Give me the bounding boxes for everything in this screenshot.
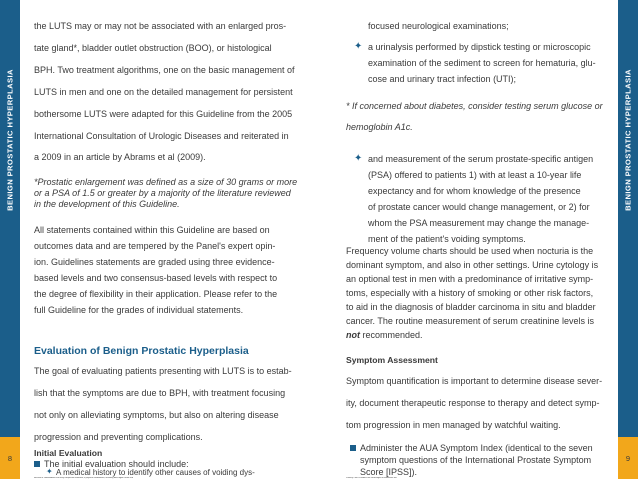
diamond-bullet-icon: ✦ <box>46 467 53 476</box>
text-line: toms, especially with a history of smoking or other risk factors, <box>346 288 594 298</box>
left-spine-bar <box>0 0 20 479</box>
emphasis-not: not <box>346 330 360 340</box>
text-line: and measurement of the serum prostate-specific antigen <box>368 154 594 164</box>
text-line: examination of the sediment to screen for hematuria, glu- <box>368 58 596 68</box>
diamond-bullet-icon: ✦ <box>354 153 363 164</box>
text-line: Symptom quantification is important to determine disease sever- <box>346 376 603 386</box>
left-page-number: 8 <box>7 454 13 463</box>
square-bullet-icon <box>34 459 40 470</box>
text-line: bothersome LUTS were adapted for this Guideline from the 2005 <box>34 109 293 119</box>
text-line: A medical history to identify other causes of voiding dys- <box>56 468 255 477</box>
text-line: ity, document therapeutic response to therapy and detect symp- <box>346 398 600 408</box>
text-line: the LUTS may or may not be associated with an enlarged pros- <box>34 21 287 31</box>
left-page-tab <box>0 437 20 479</box>
text-line: dominant symptom, and also in other settings. Urine cytology is <box>346 260 599 270</box>
text-line: *Prostatic enlargement was defined as a size of 30 grams or more <box>34 177 298 187</box>
text-line: based levels and two consensus-based levels with respect to <box>34 273 278 283</box>
text-line: not only on alleviating symptoms, but also on altering disease <box>34 410 279 420</box>
text-line: International Consultation of Urologic Diseases and reiterated in <box>34 131 289 141</box>
text-line: ment of the patient's voiding symptoms. <box>368 234 526 244</box>
right-page-tab <box>618 437 638 479</box>
subheading-initial-evaluation: Initial Evaluation <box>34 448 103 458</box>
text-line: The goal of evaluating patients presenting with LUTS is to estab- <box>34 366 292 376</box>
diamond-bullet-icon: ✦ <box>354 41 363 52</box>
text-line: a physical examination, including both digital rectal and <box>84 477 133 479</box>
text-fragment: recommended. <box>360 330 423 340</box>
text-line: BPH. Two treatment algorithms, one on the basic management of <box>34 65 295 75</box>
text-line: to aid in the diagnosis of bladder carcinoma in situ and bladder <box>346 302 596 312</box>
text-line: the degree of flexibility in their application. Please refer to the <box>34 289 278 299</box>
text-line <box>346 330 423 341</box>
text-line: function or comorbidities that may complicate treatment; <box>34 477 84 479</box>
text-line: LUTS in men and one on the detailed management for persistent <box>34 87 293 97</box>
text-line: tom progression in men managed by watchful waiting. <box>346 420 561 430</box>
left-spine-label-wrap <box>0 0 20 479</box>
text-line: a urinalysis performed by dipstick testing or microscopic <box>368 42 591 52</box>
right-spine-label-wrap <box>618 0 638 479</box>
text-line: focused neurological examinations; <box>368 21 509 31</box>
right-spine-label: BENIGN PROSTATIC HYPERPLASIA <box>623 69 633 211</box>
text-line: hemoglobin A1c. <box>346 122 413 132</box>
square-bullet-icon <box>350 443 356 454</box>
text-line: tate gland*, bladder outlet obstruction (BOO), or histological <box>34 43 272 53</box>
text-line: an optional test in men with a predominance of irritative symp- <box>346 274 594 284</box>
text-line: Score [IPSS]). <box>360 467 418 477</box>
text-line: a 2009 in an article by Abrams et al (2009). <box>34 152 206 162</box>
left-spine-label: BENIGN PROSTATIC HYPERPLASIA <box>5 69 15 211</box>
text-line: full Guideline for the grades of individual statements. <box>34 305 244 315</box>
text-line: cose and urinary tract infection (UTI); <box>368 74 517 84</box>
section-heading: Evaluation of Benign Prostatic Hyperplasia <box>34 345 249 357</box>
text-line: All statements contained within this Guideline are based on <box>34 225 270 235</box>
text-line: outcomes data and are tempered by the Panel's expert opin- <box>34 241 276 251</box>
right-spine-bar <box>618 0 638 479</box>
text-line: in the development of this Guideline. <box>34 199 180 209</box>
text-line: ion. Guidelines statements are graded using three evidence- <box>34 257 275 267</box>
text-line: Primary Care Providers are encouraged to administer the <box>346 477 397 479</box>
text-line: expectancy and for whom knowledge of the presence <box>368 186 581 196</box>
text-line: or a PSA of 1.5 or greater by a majority of the literature reviewed <box>34 188 291 198</box>
right-page-number: 9 <box>625 454 631 463</box>
text-line: whom the PSA measurement may change the manage- <box>368 218 590 228</box>
text-line: Administer the AUA Symptom Index (identical to the seven <box>360 443 593 453</box>
text-line: Frequency volume charts should be used when nocturia is the <box>346 246 594 256</box>
text-line: * If concerned about diabetes, consider testing serum glucose or <box>346 101 603 111</box>
text-line: cancer. The routine measurement of serum creatinine levels is <box>346 316 594 326</box>
text-line: The initial evaluation should include: <box>44 459 189 469</box>
text-line: (PSA) offered to patients 1) with at least a 10-year life <box>368 170 582 180</box>
text-line: progression and preventing complications. <box>34 432 203 442</box>
text-line: lish that the symptoms are due to BPH, with treatment focusing <box>34 388 286 398</box>
text-line: of prostate cancer would change management, or 2) for <box>368 202 590 212</box>
subheading-symptom-assessment: Symptom Assessment <box>346 355 438 365</box>
text-line: symptom questions of the International Prostate Symptom <box>360 455 592 465</box>
